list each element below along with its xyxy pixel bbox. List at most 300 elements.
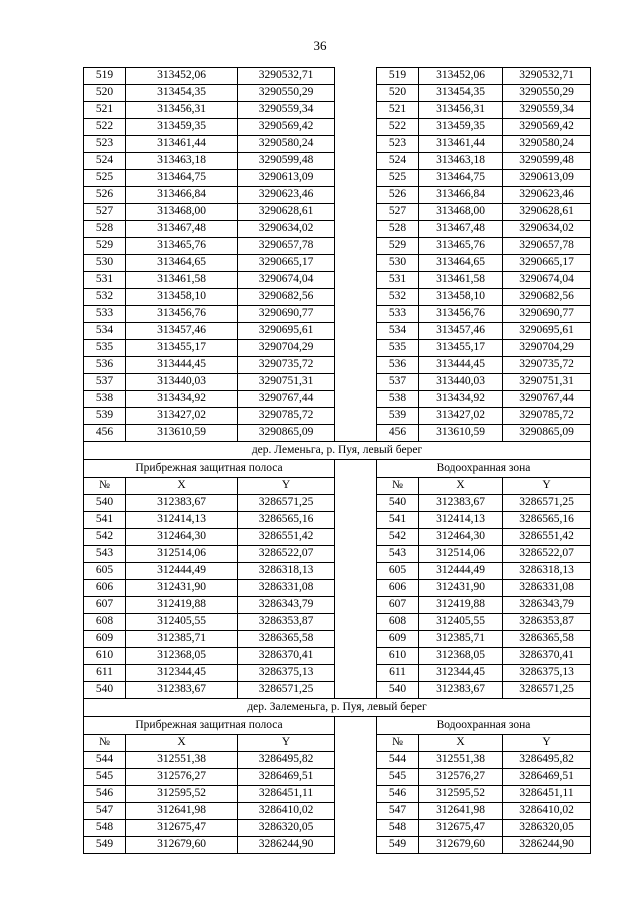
x-coordinate-cell: 313468,00 [126,204,238,221]
point-number-cell: 524 [84,153,126,170]
x-coordinate-cell: 312595,52 [419,786,503,803]
column-gap [335,820,377,837]
y-coordinate-cell: 3290665,17 [503,255,591,272]
point-number-cell: 525 [377,170,419,187]
y-coordinate-cell: 3290613,09 [238,170,335,187]
y-coordinate-cell: 3290695,61 [503,323,591,340]
x-coordinate-cell: 313454,35 [126,85,238,102]
table-row [84,238,591,255]
x-coordinate-cell: 313463,18 [126,153,238,170]
section-title-row [84,442,591,460]
point-number-cell: 456 [84,425,126,442]
x-coordinate-cell: 313610,59 [126,425,238,442]
x-coordinate-cell: 312675,47 [419,820,503,837]
column-gap [335,769,377,786]
y-coordinate-cell: 3286365,58 [238,631,335,648]
x-coordinate-cell: 313454,35 [419,85,503,102]
table-row [84,408,591,425]
column-gap [335,68,377,85]
column-gap [335,803,377,820]
column-gap [335,425,377,442]
column-header-row [84,478,591,495]
y-coordinate-cell: 3286410,02 [238,803,335,820]
y-coordinate-cell: 3290623,46 [503,187,591,204]
y-coordinate-cell: 3290634,02 [503,221,591,238]
column-gap [335,357,377,374]
y-coordinate-cell: 3286571,25 [503,495,591,512]
point-number-cell: 526 [84,187,126,204]
page-number: 36 [313,38,327,53]
column-gap [335,648,377,665]
y-coordinate-cell: 3286370,41 [238,648,335,665]
table-row [84,631,591,648]
x-coordinate-cell: 312383,67 [419,682,503,699]
y-coordinate-cell: 3286343,79 [238,597,335,614]
table-row [84,306,591,323]
column-gap [335,238,377,255]
table-row [84,340,591,357]
table-row [84,837,591,854]
x-coordinate-cell: 312514,06 [126,546,238,563]
x-coordinate-cell: 313456,31 [126,102,238,119]
y-coordinate-cell: 3286320,05 [503,820,591,837]
point-number-cell: 543 [84,546,126,563]
y-coordinate-cell: 3286353,87 [238,614,335,631]
y-coordinate-cell: 3290735,72 [503,357,591,374]
y-coordinate-cell: 3286375,13 [238,665,335,682]
x-coordinate-cell: 313459,35 [419,119,503,136]
y-coordinate-cell: 3290599,48 [238,153,335,170]
point-number-cell: 544 [377,752,419,769]
y-coordinate-cell: 3290580,24 [503,136,591,153]
column-gap [335,563,377,580]
point-number-cell: 541 [84,512,126,529]
column-gap [335,102,377,119]
table-row [84,529,591,546]
x-coordinate-cell: 312405,55 [126,614,238,631]
y-coordinate-cell: 3290785,72 [238,408,335,425]
y-coordinate-cell: 3286244,90 [503,837,591,854]
point-number-cell: 519 [84,68,126,85]
point-number-cell: 605 [377,563,419,580]
column-gap [335,460,377,478]
point-number-cell: 522 [377,119,419,136]
y-coordinate-cell: 3286318,13 [238,563,335,580]
column-gap [335,597,377,614]
y-coordinate-cell: 3286565,16 [503,512,591,529]
y-coordinate-cell: 3290767,44 [238,391,335,408]
point-number-cell: 608 [84,614,126,631]
column-gap [335,221,377,238]
y-coordinate-cell: 3290550,29 [503,85,591,102]
point-number-cell: 532 [84,289,126,306]
column-gap [335,529,377,546]
point-number-cell: 549 [377,837,419,854]
column-gap [335,204,377,221]
point-number-cell: 609 [377,631,419,648]
coastal-strip-header: Прибрежная защитная полоса [84,460,335,478]
point-number-cell: 535 [377,340,419,357]
x-coordinate-cell: 313444,45 [126,357,238,374]
column-gap [335,786,377,803]
point-number-cell: 539 [377,408,419,425]
x-coordinate-cell: 312679,60 [126,837,238,854]
table-row [84,563,591,580]
x-coordinate-cell: 312383,67 [126,495,238,512]
point-number-cell: 540 [377,682,419,699]
x-coordinate-cell: 312414,13 [419,512,503,529]
column-gap [335,495,377,512]
point-number-cell: 537 [377,374,419,391]
y-coordinate-cell: 3290628,61 [238,204,335,221]
point-number-cell: 609 [84,631,126,648]
x-coordinate-cell: 313456,31 [419,102,503,119]
point-number-cell: 527 [377,204,419,221]
table-row [84,597,591,614]
y-coordinate-cell: 3290751,31 [503,374,591,391]
y-coordinate-cell: 3290735,72 [238,357,335,374]
x-coordinate-cell: 312431,90 [126,580,238,597]
point-number-cell: 611 [377,665,419,682]
y-coordinate-cell: 3286318,13 [503,563,591,580]
table-row [84,153,591,170]
point-number-cell: 522 [84,119,126,136]
point-number-cell: 520 [377,85,419,102]
x-coordinate-cell: 313610,59 [419,425,503,442]
column-gap [335,153,377,170]
table-row [84,221,591,238]
number-column-header: № [84,735,126,752]
point-number-cell: 526 [377,187,419,204]
y-coordinate-cell: 3290767,44 [503,391,591,408]
x-coordinate-cell: 313459,35 [126,119,238,136]
table-row [84,665,591,682]
point-number-cell: 523 [84,136,126,153]
table-row [84,803,591,820]
point-number-cell: 531 [84,272,126,289]
point-number-cell: 540 [377,495,419,512]
point-number-cell: 549 [84,837,126,854]
point-number-cell: 534 [84,323,126,340]
column-gap [335,85,377,102]
point-number-cell: 540 [84,682,126,699]
x-coordinate-cell: 313463,18 [419,153,503,170]
y-coordinate-cell: 3290569,42 [238,119,335,136]
point-number-cell: 542 [377,529,419,546]
y-coordinate-cell: 3286410,02 [503,803,591,820]
point-number-cell: 610 [377,648,419,665]
table-row [84,323,591,340]
table-row [84,752,591,769]
y-coordinate-cell: 3286451,11 [503,786,591,803]
y-coordinate-cell: 3286320,05 [238,820,335,837]
y-coordinate-cell: 3286331,08 [503,580,591,597]
x-coordinate-cell: 313455,17 [126,340,238,357]
x-column-header: X [419,735,503,752]
x-coordinate-cell: 313467,48 [126,221,238,238]
point-number-cell: 546 [377,786,419,803]
x-coordinate-cell: 312551,38 [419,752,503,769]
table-row [84,648,591,665]
x-coordinate-cell: 313427,02 [419,408,503,425]
x-coordinate-cell: 312344,45 [126,665,238,682]
column-gap [335,682,377,699]
point-number-cell: 545 [84,769,126,786]
x-coordinate-cell: 312444,49 [419,563,503,580]
table-row [84,546,591,563]
y-coordinate-cell: 3290532,71 [503,68,591,85]
x-column-header: X [126,735,238,752]
y-coordinate-cell: 3290613,09 [503,170,591,187]
column-gap [335,752,377,769]
x-coordinate-cell: 313458,10 [419,289,503,306]
x-coordinate-cell: 313465,76 [419,238,503,255]
point-number-cell: 607 [377,597,419,614]
point-number-cell: 542 [84,529,126,546]
y-coordinate-cell: 3290682,56 [503,289,591,306]
column-gap [335,614,377,631]
column-gap [335,478,377,495]
point-number-cell: 533 [84,306,126,323]
y-coordinate-cell: 3286375,13 [503,665,591,682]
y-coordinate-cell: 3290532,71 [238,68,335,85]
point-number-cell: 610 [84,648,126,665]
zone-header-row [84,460,591,478]
y-coordinate-cell: 3286469,51 [503,769,591,786]
x-coordinate-cell: 312464,30 [126,529,238,546]
y-column-header: Y [238,478,335,495]
x-coordinate-cell: 313461,44 [419,136,503,153]
table-row [84,289,591,306]
x-coordinate-cell: 312385,71 [419,631,503,648]
x-coordinate-cell: 312641,98 [419,803,503,820]
column-gap [335,136,377,153]
y-coordinate-cell: 3286365,58 [503,631,591,648]
point-number-cell: 547 [377,803,419,820]
point-number-cell: 532 [377,289,419,306]
x-coordinate-cell: 313452,06 [126,68,238,85]
x-coordinate-cell: 313456,76 [126,306,238,323]
column-gap [335,187,377,204]
point-number-cell: 540 [84,495,126,512]
table-row [84,119,591,136]
column-gap [335,631,377,648]
x-coordinate-cell: 312464,30 [419,529,503,546]
y-coordinate-cell: 3290665,17 [238,255,335,272]
column-gap [335,374,377,391]
column-gap [335,306,377,323]
x-coordinate-cell: 313461,44 [126,136,238,153]
x-coordinate-cell: 313457,46 [126,323,238,340]
x-coordinate-cell: 313466,84 [126,187,238,204]
y-coordinate-cell: 3290704,29 [238,340,335,357]
point-number-cell: 533 [377,306,419,323]
x-coordinate-cell: 312675,47 [126,820,238,837]
column-gap [335,546,377,563]
point-number-cell: 525 [84,170,126,187]
x-coordinate-cell: 313461,58 [126,272,238,289]
x-coordinate-cell: 312551,38 [126,752,238,769]
column-gap [335,170,377,187]
column-gap [335,289,377,306]
y-coordinate-cell: 3290580,24 [238,136,335,153]
water-protection-zone-header: Водоохранная зона [377,460,591,478]
column-gap [335,272,377,289]
point-number-cell: 528 [377,221,419,238]
y-coordinate-cell: 3290634,02 [238,221,335,238]
table-row [84,769,591,786]
y-coordinate-cell: 3290785,72 [503,408,591,425]
point-number-cell: 520 [84,85,126,102]
y-coordinate-cell: 3286495,82 [238,752,335,769]
x-coordinate-cell: 313466,84 [419,187,503,204]
y-coordinate-cell: 3290751,31 [238,374,335,391]
table-row [84,682,591,699]
table-row [84,614,591,631]
table-row [84,187,591,204]
y-coordinate-cell: 3286469,51 [238,769,335,786]
point-number-cell: 608 [377,614,419,631]
point-number-cell: 521 [84,102,126,119]
point-number-cell: 543 [377,546,419,563]
table-row [84,391,591,408]
table-row [84,204,591,221]
point-number-cell: 536 [84,357,126,374]
y-column-header: Y [503,478,591,495]
table-row [84,136,591,153]
y-coordinate-cell: 3286551,42 [503,529,591,546]
x-coordinate-cell: 313427,02 [126,408,238,425]
coordinates-table [83,67,591,854]
point-number-cell: 456 [377,425,419,442]
x-coordinate-cell: 313456,76 [419,306,503,323]
y-coordinate-cell: 3290657,78 [238,238,335,255]
table-row [84,85,591,102]
x-coordinate-cell: 312383,67 [419,495,503,512]
y-coordinate-cell: 3286353,87 [503,614,591,631]
y-coordinate-cell: 3290695,61 [238,323,335,340]
y-coordinate-cell: 3290865,09 [238,425,335,442]
y-column-header: Y [238,735,335,752]
x-coordinate-cell: 312368,05 [419,648,503,665]
column-gap [335,735,377,752]
point-number-cell: 547 [84,803,126,820]
x-coordinate-cell: 313461,58 [419,272,503,289]
y-coordinate-cell: 3290559,34 [503,102,591,119]
zone-header-row [84,717,591,735]
x-coordinate-cell: 312414,13 [126,512,238,529]
y-coordinate-cell: 3290599,48 [503,153,591,170]
x-coordinate-cell: 313468,00 [419,204,503,221]
column-gap [335,717,377,735]
x-coordinate-cell: 313458,10 [126,289,238,306]
x-coordinate-cell: 313465,76 [126,238,238,255]
number-column-header: № [84,478,126,495]
column-gap [335,837,377,854]
y-coordinate-cell: 3290682,56 [238,289,335,306]
point-number-cell: 541 [377,512,419,529]
x-coordinate-cell: 313464,65 [126,255,238,272]
y-coordinate-cell: 3286571,25 [503,682,591,699]
point-number-cell: 536 [377,357,419,374]
x-coordinate-cell: 312385,71 [126,631,238,648]
point-number-cell: 538 [84,391,126,408]
column-gap [335,408,377,425]
point-number-cell: 537 [84,374,126,391]
y-coordinate-cell: 3286571,25 [238,495,335,512]
point-number-cell: 548 [377,820,419,837]
y-coordinate-cell: 3286451,11 [238,786,335,803]
point-number-cell: 529 [377,238,419,255]
y-coordinate-cell: 3286343,79 [503,597,591,614]
x-coordinate-cell: 313467,48 [419,221,503,238]
y-coordinate-cell: 3286522,07 [503,546,591,563]
x-coordinate-cell: 312595,52 [126,786,238,803]
x-coordinate-cell: 312679,60 [419,837,503,854]
point-number-cell: 535 [84,340,126,357]
point-number-cell: 530 [84,255,126,272]
table-row [84,68,591,85]
column-gap [335,340,377,357]
y-coordinate-cell: 3286522,07 [238,546,335,563]
y-coordinate-cell: 3286565,16 [238,512,335,529]
column-gap [335,255,377,272]
y-coordinate-cell: 3290628,61 [503,204,591,221]
y-coordinate-cell: 3290559,34 [238,102,335,119]
x-coordinate-cell: 313440,03 [126,374,238,391]
y-coordinate-cell: 3290623,46 [238,187,335,204]
x-coordinate-cell: 312641,98 [126,803,238,820]
y-coordinate-cell: 3290674,04 [503,272,591,289]
column-gap [335,580,377,597]
table-row [84,272,591,289]
point-number-cell: 607 [84,597,126,614]
x-coordinate-cell: 313464,75 [126,170,238,187]
table-row [84,425,591,442]
table-row [84,786,591,803]
x-column-header: X [126,478,238,495]
table-row [84,170,591,187]
point-number-cell: 611 [84,665,126,682]
point-number-cell: 606 [84,580,126,597]
x-coordinate-cell: 312383,67 [126,682,238,699]
x-coordinate-cell: 312419,88 [419,597,503,614]
y-column-header: Y [503,735,591,752]
x-coordinate-cell: 312576,27 [419,769,503,786]
column-gap [335,323,377,340]
point-number-cell: 545 [377,769,419,786]
point-number-cell: 605 [84,563,126,580]
table-row [84,357,591,374]
x-coordinate-cell: 312419,88 [126,597,238,614]
point-number-cell: 521 [377,102,419,119]
y-coordinate-cell: 3290690,77 [238,306,335,323]
x-coordinate-cell: 312576,27 [126,769,238,786]
x-coordinate-cell: 312405,55 [419,614,503,631]
section-title: дер. Залеменьга, р. Пуя, левый берег [84,699,591,717]
x-coordinate-cell: 313444,45 [419,357,503,374]
x-coordinate-cell: 312344,45 [419,665,503,682]
column-gap [335,119,377,136]
y-coordinate-cell: 3290704,29 [503,340,591,357]
column-gap [335,665,377,682]
y-coordinate-cell: 3290865,09 [503,425,591,442]
x-coordinate-cell: 313440,03 [419,374,503,391]
x-coordinate-cell: 313457,46 [419,323,503,340]
point-number-cell: 529 [84,238,126,255]
section-title: дер. Леменьга, р. Пуя, левый берег [84,442,591,460]
point-number-cell: 519 [377,68,419,85]
